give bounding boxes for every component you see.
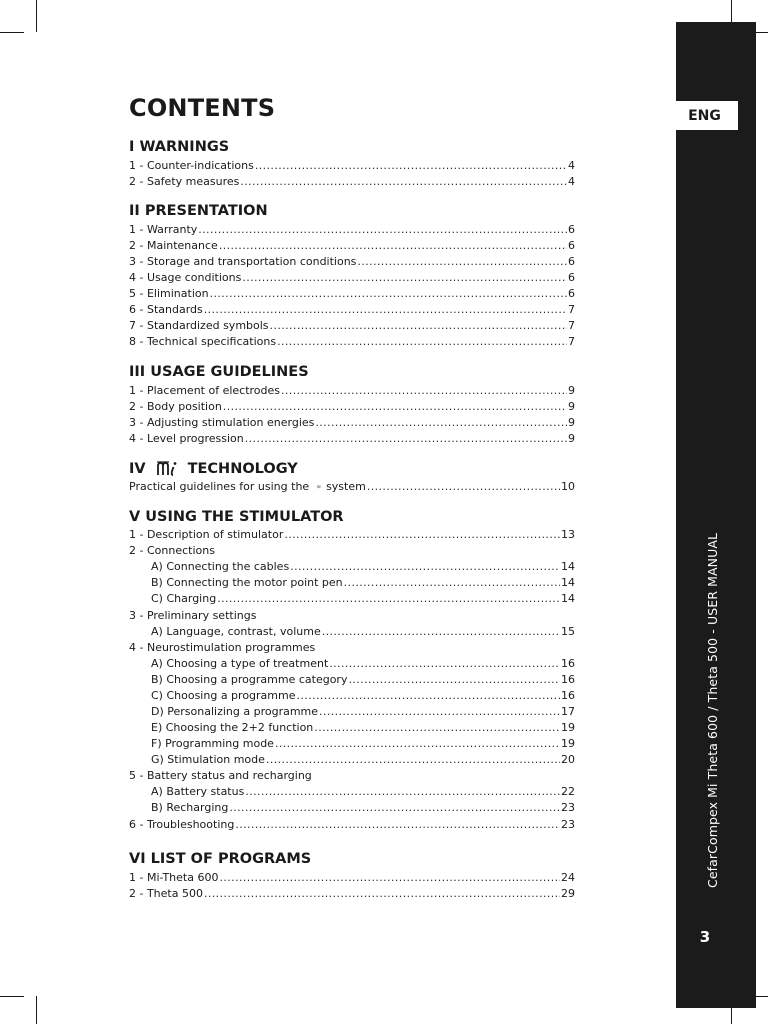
leader-dots [319,704,560,720]
toc-subheading [129,543,575,559]
toc-page: 14 [561,576,575,589]
toc-page: 10 [561,480,575,493]
leader-dots [242,270,567,286]
toc-label: 7 - Standardized symbols [129,319,269,332]
toc-label: 8 - Technical specifications [129,335,277,348]
toc-label: 4 - Neurostimulation programmes [129,641,316,654]
toc-page: 20 [561,753,575,766]
toc-label: B) Recharging [151,801,229,814]
toc-row[interactable] [129,334,575,350]
toc-label: 2 - Maintenance [129,239,218,252]
section-title: I WARNINGS [129,139,230,155]
toc-label: A) Choosing a type of treatment [151,657,329,670]
leader-dots [281,383,567,399]
leader-dots [219,870,560,886]
crop-mark [0,996,24,997]
mi-logo-icon [156,460,182,478]
leader-dots [245,784,560,800]
toc-label: D) Personalizing a programme [151,705,319,718]
toc-label: B) Connecting the motor point pen [151,576,343,589]
toc-label: 3 - Adjusting stimulation energies [129,416,315,429]
toc-row[interactable] [129,158,575,174]
leader-dots [223,399,567,415]
toc-label: B) Choosing a programme category [151,673,348,686]
leader-dots [315,415,567,431]
leader-dots [204,886,560,902]
leader-dots [217,591,560,607]
leader-dots [290,559,560,575]
toc-page: 19 [561,737,575,750]
toc-row[interactable] [151,720,575,736]
section-title: III USAGE GUIDELINES [129,364,309,380]
toc-label: 4 - Usage conditions [129,271,242,284]
toc-label: 3 - Preliminary settings [129,609,257,622]
toc-label: 5 - Battery status and recharging [129,769,312,782]
toc-row[interactable] [129,870,575,886]
leader-dots [266,752,560,768]
toc-page: 7 [568,319,575,332]
toc-label: 1 - Description of stimulator [129,528,284,541]
toc-row[interactable] [129,479,575,495]
toc-page: 22 [561,785,575,798]
toc-page: 6 [568,223,575,236]
toc-row[interactable] [129,302,575,318]
toc-page: 24 [561,871,575,884]
leader-dots [277,334,567,350]
toc-row[interactable] [151,575,575,591]
toc-subheading [129,608,575,624]
toc-label: 6 - Standards [129,303,203,316]
toc-page: 23 [561,818,575,831]
toc-row[interactable] [129,527,575,543]
leader-dots [229,800,560,816]
toc-row[interactable] [129,286,575,302]
toc-row[interactable] [129,222,575,238]
toc-row[interactable] [129,238,575,254]
crop-mark [36,996,37,1024]
leader-dots [240,174,567,190]
leader-dots [204,302,567,318]
toc-row[interactable] [151,624,575,640]
section-title: VI LIST OF PROGRAMS [129,851,312,867]
leader-dots [255,158,567,174]
toc-label: Practical guidelines for using the [129,480,310,493]
toc-page: 9 [568,416,575,429]
toc-page: 16 [561,657,575,670]
spine-title: CefarCompex Mi Theta 600 / Theta 500 - USER MANUAL [705,532,720,888]
toc-page: 9 [568,400,575,413]
toc-row[interactable] [151,704,575,720]
toc-page: 16 [561,673,575,686]
toc-row[interactable] [129,383,575,399]
page-title: CONTENTS [129,94,276,122]
crop-mark [0,32,24,33]
toc-row[interactable] [129,254,575,270]
toc-label: 1 - Placement of electrodes [129,384,281,397]
toc-label: A) Connecting the cables [151,560,290,573]
section-title-text: TECHNOLOGY [187,461,298,477]
toc-row[interactable] [151,736,575,752]
toc-page: 15 [561,625,575,638]
leader-dots [348,672,560,688]
language-tab: ENG [671,101,738,130]
toc-page: 9 [568,384,575,397]
toc-label: 2 - Connections [129,544,215,557]
toc-row[interactable] [129,270,575,286]
toc-subheading [129,768,575,784]
leader-dots [210,286,567,302]
leader-dots [275,736,560,752]
toc-label: A) Battery status [151,785,245,798]
toc-label: 1 - Mi-Theta 600 [129,871,219,884]
toc-page: 17 [561,705,575,718]
toc-row[interactable] [151,591,575,607]
section-title: V USING THE STIMULATOR [129,509,344,525]
toc-row[interactable] [129,431,575,447]
toc-page: 4 [568,159,575,172]
toc-page: 23 [561,801,575,814]
page-number: 3 [699,928,711,946]
toc-label: 1 - Counter-indications [129,159,254,172]
toc-page: 13 [561,528,575,541]
toc-row[interactable] [151,688,575,704]
leader-dots [245,431,567,447]
toc-page: 19 [561,721,575,734]
leader-dots [322,624,560,640]
toc-subheading [129,640,575,656]
toc-label: E) Choosing the 2+2 function [151,721,314,734]
toc-label: 2 - Safety measures [129,175,240,188]
toc-page: 16 [561,689,575,702]
leader-dots [235,817,560,833]
toc-page: 29 [561,887,575,900]
toc-page: 9 [568,432,575,445]
toc-label: 3 - Storage and transportation conditions [129,255,357,268]
leader-dots [344,575,560,591]
toc-label: 4 - Level progression [129,432,244,445]
toc-label: 2 - Body position [129,400,222,413]
crop-mark [36,0,37,32]
leader-dots [314,720,560,736]
toc-row[interactable] [151,752,575,768]
toc-row[interactable] [129,318,575,334]
toc-page: 6 [568,271,575,284]
toc-page: 6 [568,255,575,268]
toc-row[interactable] [151,559,575,575]
leader-dots [270,318,567,334]
section-title: II PRESENTATION [129,203,268,219]
toc-page: 4 [568,175,575,188]
section-title [129,460,298,478]
leader-dots [357,254,567,270]
toc-row[interactable] [129,817,575,833]
toc-row[interactable] [129,415,575,431]
toc-page: 6 [568,239,575,252]
toc-label: 5 - Elimination [129,287,209,300]
toc-row[interactable] [129,174,575,190]
leader-dots [297,688,561,704]
toc-label: C) Choosing a programme [151,689,296,702]
leader-dots [367,479,560,495]
toc-label: C) Charging [151,592,217,605]
toc-label-suffix: system [326,480,366,493]
toc-row[interactable] [151,784,575,800]
toc-label: 2 - Theta 500 [129,887,203,900]
leader-dots [329,656,560,672]
toc-row[interactable] [129,399,575,415]
leader-dots [219,238,567,254]
toc-label: A) Language, contrast, volume [151,625,321,638]
toc-page: 14 [561,560,575,573]
section-number: IV [129,461,146,477]
toc-row[interactable] [129,886,575,902]
toc-label: F) Programming mode [151,737,274,750]
toc-label: 1 - Warranty [129,223,198,236]
leader-dots [284,527,560,543]
toc-page: 14 [561,592,575,605]
toc-label: 6 - Troubleshooting [129,818,235,831]
toc-page: 7 [568,303,575,316]
toc-page: 7 [568,335,575,348]
leader-dots [198,222,567,238]
toc-row[interactable] [151,800,575,816]
toc-row[interactable] [151,656,575,672]
toc-label: G) Stimulation mode [151,753,265,766]
toc-page: 6 [568,287,575,300]
toc-row[interactable] [151,672,575,688]
mi-logo-icon [317,479,322,495]
